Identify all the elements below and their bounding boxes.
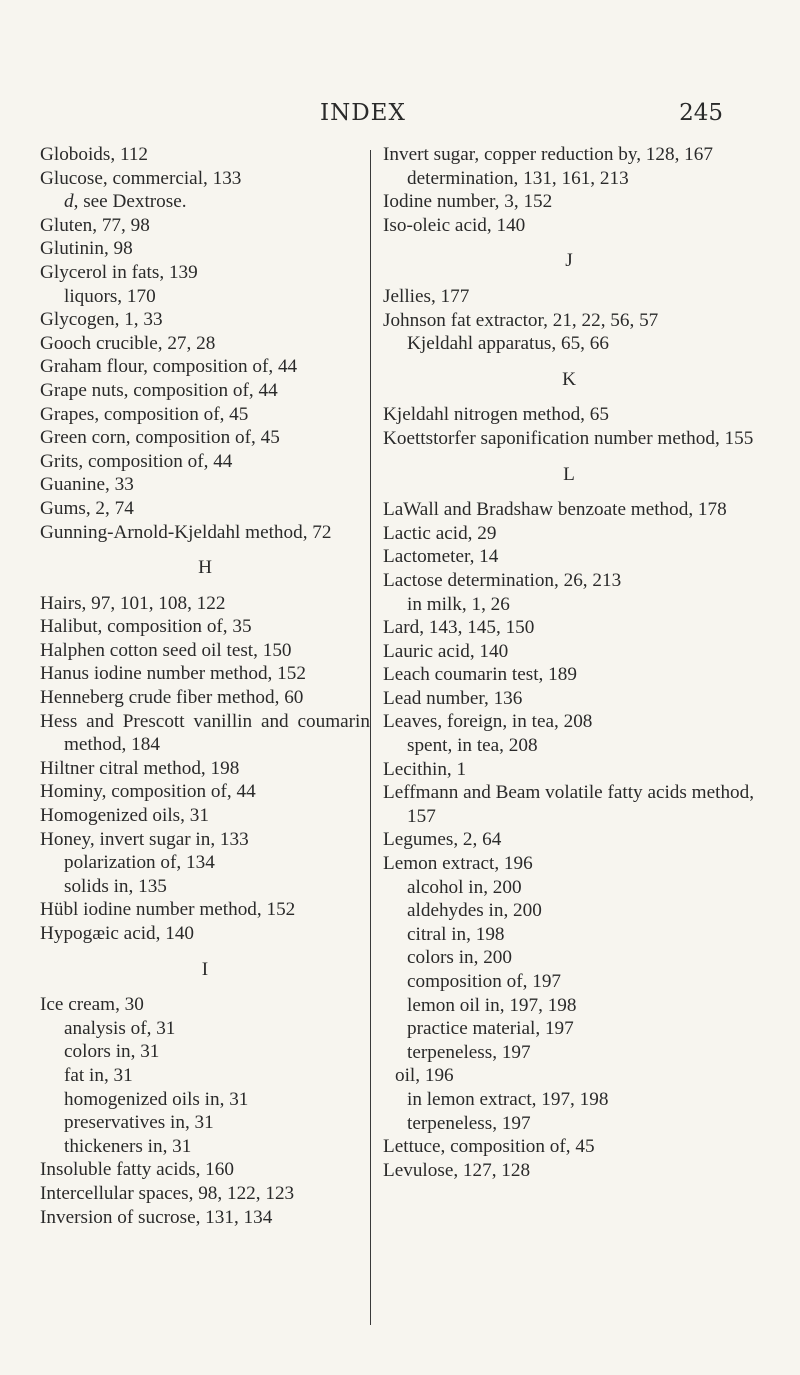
- index-subentry: preservatives in, 31: [64, 1112, 214, 1134]
- index-entry: Hanus iodine number method, 152: [40, 663, 306, 685]
- index-entry: Hominy, composition of, 44: [40, 781, 256, 803]
- index-subentry: polarization of, 134: [64, 852, 215, 874]
- index-subentry: Kjeldahl apparatus, 65, 66: [407, 333, 609, 355]
- index-column-left: [40, 143, 370, 1229]
- section-letter-k: K: [562, 368, 576, 390]
- index-entry: Lactose determination, 26, 213: [383, 569, 622, 591]
- index-entry: LaWall and Bradshaw benzoate method, 178: [383, 499, 727, 521]
- index-subentry: homogenized oils in, 31: [64, 1088, 249, 1110]
- running-head: INDEX: [320, 100, 406, 126]
- index-subentry: thickeners in, 31: [64, 1135, 192, 1157]
- index-subentry: lemon oil in, 197, 198: [407, 994, 577, 1016]
- index-entry: Lard, 143, 145, 150: [383, 617, 535, 639]
- index-entry: Leach coumarin test, 189: [383, 664, 577, 686]
- index-entry: Hiltner citral method, 198: [40, 757, 240, 779]
- index-subentry: terpeneless, 197: [407, 1112, 531, 1134]
- index-subentry: composition of, 197: [407, 971, 562, 992]
- index-entry: Kjeldahl nitrogen method, 65: [383, 404, 609, 426]
- page-number: 245: [679, 100, 723, 126]
- index-entry: Insoluble fatty acids, 160: [40, 1159, 234, 1181]
- section-letter-j: J: [565, 250, 573, 272]
- index-entry: Green corn, composition of, 45: [40, 427, 280, 449]
- index-entry: Glutinin, 98: [40, 238, 133, 260]
- index-subentry: terpeneless, 197: [407, 1041, 531, 1063]
- index-entry: Lactometer, 14: [383, 546, 499, 568]
- index-entry: Honey, invert sugar in, 133: [40, 828, 249, 850]
- index-entry: Leffmann and Beam volatile fatty acids method, 157: [383, 782, 755, 827]
- index-entry: Lettuce, composition of, 45: [383, 1136, 595, 1158]
- index-entry: Ice cream, 30: [40, 994, 144, 1016]
- index-subentry: practice material, 197: [407, 1018, 574, 1040]
- index-entry: Halphen cotton seed oil test, 150: [40, 639, 292, 661]
- index-subentry: determination, 131, 161, 213: [407, 167, 629, 189]
- index-entry: Iso-oleic acid, 140: [383, 214, 526, 236]
- index-entry: Hess and Prescott vanillin and coumarin method, 184: [40, 710, 370, 756]
- index-entry: Graham flour, composition of, 44: [40, 356, 298, 378]
- index-entry: Glycerol in fats, 139: [40, 261, 198, 283]
- index-entry: Gooch crucible, 27, 28: [40, 332, 216, 354]
- index-entry: Hübl iodine number method, 152: [40, 899, 296, 921]
- index-entry: Levulose, 127, 128: [383, 1159, 531, 1181]
- index-entry: Grapes, composition of, 45: [40, 403, 249, 425]
- index-subentry: d, see Dextrose.: [64, 191, 187, 213]
- index-entry: Guanine, 33: [40, 474, 134, 496]
- index-entry: Grits, composition of, 44: [40, 450, 233, 472]
- index-entry: Lactic acid, 29: [383, 522, 497, 544]
- index-entry: Johnson fat extractor, 21, 22, 56, 57: [383, 309, 659, 331]
- index-entry: Glycogen, 1, 33: [40, 309, 163, 331]
- index-entry: Lemon extract, 196: [383, 853, 533, 875]
- index-subentry: in milk, 1, 26: [407, 593, 510, 615]
- subentry-text: , see Dextrose.: [73, 191, 187, 213]
- index-entry: Gunning-Arnold-Kjeldahl method, 72: [40, 521, 332, 543]
- index-subentry: aldehydes in, 200: [407, 900, 542, 922]
- index-entry: Lead number, 136: [383, 687, 523, 709]
- section-letter-l: L: [563, 463, 575, 485]
- index-entry: Henneberg crude fiber method, 60: [40, 687, 304, 709]
- index-entry: Homogenized oils, 31: [40, 805, 209, 827]
- index-entry: Hypogæic acid, 140: [40, 923, 195, 944]
- index-entry: Gluten, 77, 98: [40, 214, 150, 236]
- index-entry: Legumes, 2, 64: [383, 829, 502, 851]
- index-subentry: solids in, 135: [64, 875, 167, 897]
- index-entry: Koettstorfer saponification number method, 155: [383, 427, 754, 449]
- index-entry: Hairs, 97, 101, 108, 122: [40, 592, 226, 614]
- index-subentry: colors in, 31: [64, 1041, 160, 1063]
- index-entry: Globoids, 112: [40, 144, 149, 165]
- page-header: [0, 100, 800, 140]
- index-entry: Lauric acid, 140: [383, 640, 509, 662]
- index-entry: Iodine number, 3, 152: [383, 191, 553, 213]
- index-entry: Leaves, foreign, in tea, 208: [383, 711, 593, 733]
- index-entry: Intercellular spaces, 98, 122, 123: [40, 1182, 295, 1204]
- section-letter-h: H: [198, 557, 212, 579]
- index-entry: Glucose, commercial, 133: [40, 167, 242, 189]
- index-subentry: liquors, 170: [64, 285, 156, 307]
- index-subentry: colors in, 200: [407, 947, 512, 969]
- index-entry: Inversion of sucrose, 131, 134: [40, 1206, 273, 1228]
- column-divider: [370, 150, 371, 1325]
- index-subentry: in lemon extract, 197, 198: [407, 1088, 609, 1110]
- index-entry: Grape nuts, composition of, 44: [40, 379, 278, 401]
- index-subentry: citral in, 198: [407, 923, 505, 945]
- index-subentry: fat in, 31: [64, 1064, 133, 1086]
- index-entry: Jellies, 177: [383, 285, 470, 307]
- index-entry: Halibut, composition of, 35: [40, 616, 252, 638]
- index-subentry: alcohol in, 200: [407, 876, 522, 898]
- index-subentry: spent, in tea, 208: [407, 735, 538, 757]
- index-column-right: [383, 143, 755, 1182]
- section-letter-i: I: [201, 958, 209, 980]
- index-entry: Gums, 2, 74: [40, 497, 134, 519]
- index-entry: Lecithin, 1: [383, 758, 467, 780]
- index-subentry: oil, 196: [395, 1065, 454, 1087]
- index-entry: Invert sugar, copper reduction by, 128, 167: [383, 144, 713, 165]
- index-subentry: analysis of, 31: [64, 1017, 176, 1039]
